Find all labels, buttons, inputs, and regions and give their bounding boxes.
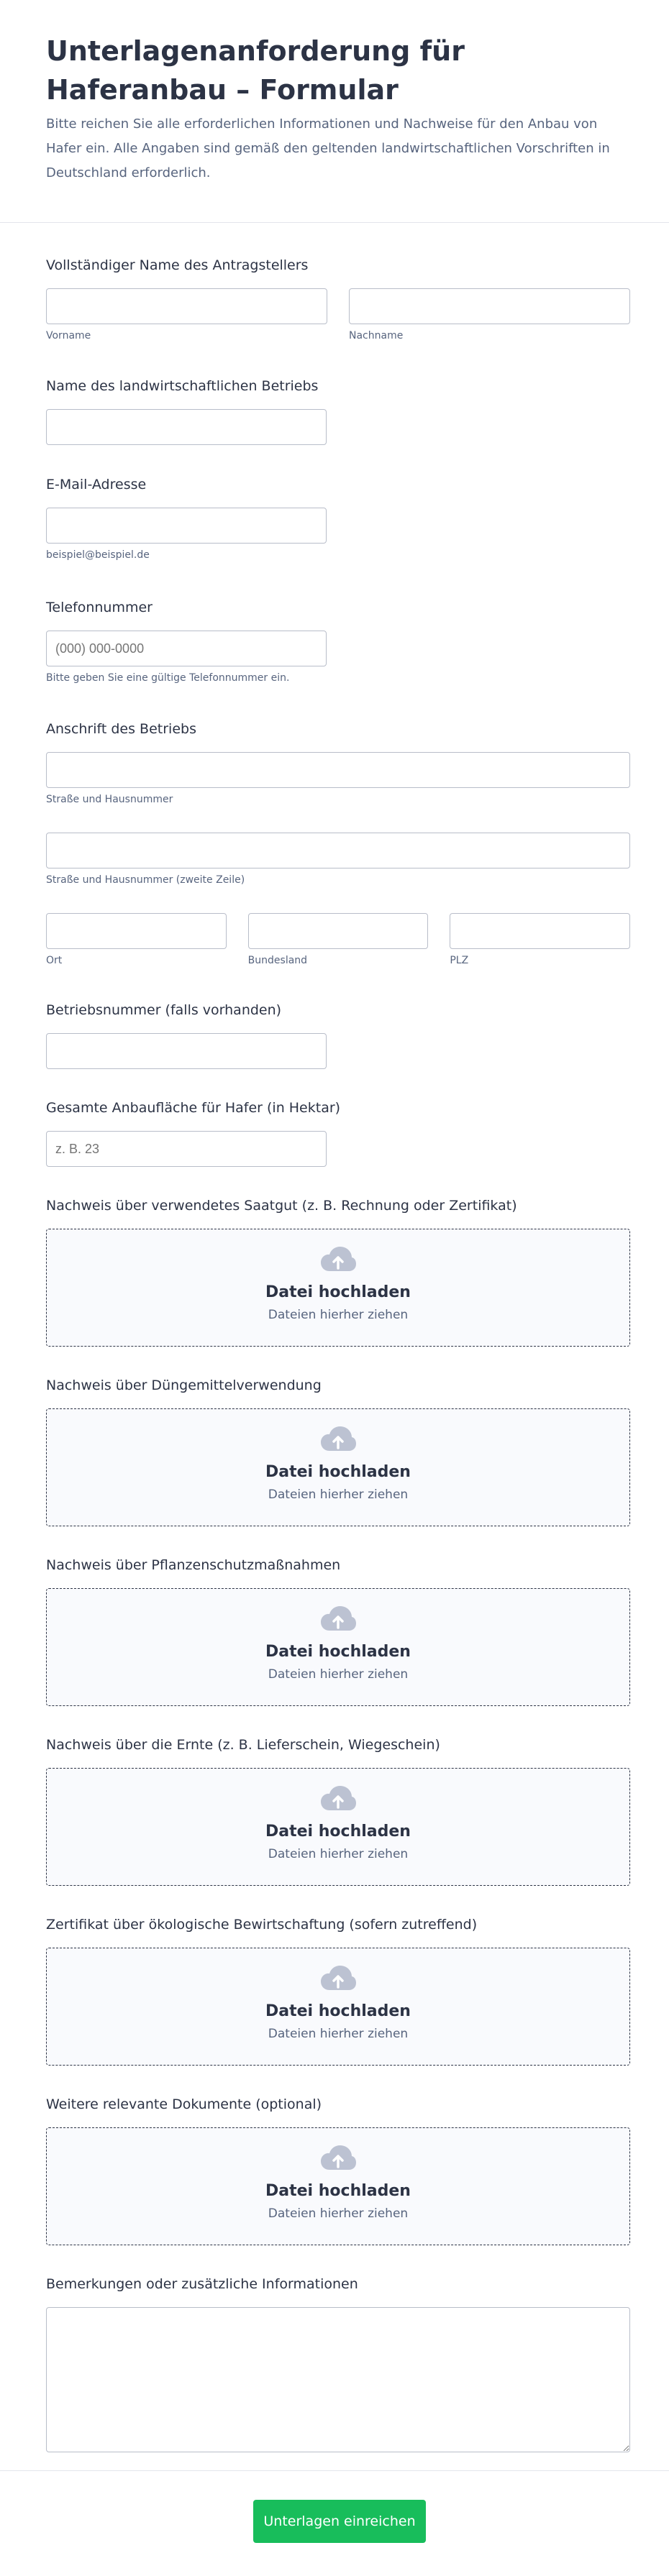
page-description: Bitte reichen Sie alle erforderlichen Informationen und Nachweise für den Anbau von Hafer ein. Alle Angaben sind gemäß den geltenden landwirtschaftlichen Vorschriften in Deutschland erforderlich. xyxy=(46,116,610,180)
upload-field-fertilizer xyxy=(46,1375,630,1526)
state-input[interactable] xyxy=(248,913,429,949)
cloud-upload-icon xyxy=(319,1784,357,1813)
farm-number-label: Betriebsnummer (falls vorhanden) xyxy=(46,1002,282,1018)
cloud-upload-icon xyxy=(319,1964,357,1993)
first-name-input[interactable] xyxy=(46,288,327,324)
area-field xyxy=(46,1098,630,1167)
street-line2-sublabel: Straße und Hausnummer (zweite Zeile) xyxy=(46,874,245,886)
upload-title: Datei hochladen xyxy=(265,2002,411,2020)
upload-field-seed xyxy=(46,1196,630,1347)
last-name-input[interactable] xyxy=(349,288,630,324)
state-sublabel: Bundesland xyxy=(247,955,308,966)
remarks-label: Bemerkungen oder zusätzliche Informationen xyxy=(46,2276,358,2292)
email-field-group xyxy=(46,475,630,562)
upload-title: Datei hochladen xyxy=(265,2182,411,2200)
upload-label: Zertifikat über ökologische Bewirtschaftung (sofern zutreffend) xyxy=(46,1917,478,1933)
file-upload-dropzone[interactable] xyxy=(46,1408,630,1526)
cloud-upload-icon xyxy=(319,1245,357,1274)
file-upload-dropzone[interactable] xyxy=(46,1588,630,1706)
file-upload-dropzone[interactable] xyxy=(46,1229,630,1347)
file-upload-dropzone[interactable] xyxy=(46,2127,630,2245)
upload-title: Datei hochladen xyxy=(265,1283,411,1301)
city-input[interactable] xyxy=(46,913,227,949)
street-line1-input[interactable] xyxy=(46,752,630,788)
file-upload-dropzone[interactable] xyxy=(46,1768,630,1886)
upload-field-harvest xyxy=(46,1735,630,1886)
email-sublabel: beispiel@beispiel.de xyxy=(46,549,150,561)
phone-input[interactable] xyxy=(46,631,327,666)
upload-hint: Dateien hierher ziehen xyxy=(268,1488,409,1502)
cloud-upload-icon xyxy=(319,2144,357,2173)
phone-sublabel: Bitte geben Sie eine gültige Telefonnummer ein. xyxy=(46,672,290,684)
upload-hint: Dateien hierher ziehen xyxy=(268,1667,409,1682)
upload-field-organic-certificate xyxy=(46,1915,630,2066)
farm-name-label: Name des landwirtschaftlichen Betriebs xyxy=(46,378,319,394)
submit-button[interactable]: Unterlagen einreichen xyxy=(253,2500,426,2543)
upload-title: Datei hochladen xyxy=(265,1823,411,1841)
remarks-textarea[interactable] xyxy=(46,2307,630,2452)
last-name-sublabel: Nachname xyxy=(349,330,404,342)
upload-title: Datei hochladen xyxy=(265,1463,411,1481)
first-name-sublabel: Vorname xyxy=(46,330,91,342)
remarks-field xyxy=(46,2274,630,2455)
page-title: Unterlagenanforderung für Haferanbau – Formular xyxy=(46,35,465,106)
upload-title: Datei hochladen xyxy=(265,1643,411,1661)
farm-name-field xyxy=(46,376,630,445)
address-label: Anschrift des Betriebs xyxy=(46,721,196,737)
area-input[interactable] xyxy=(46,1131,327,1167)
zip-input[interactable] xyxy=(450,913,630,949)
upload-hint: Dateien hierher ziehen xyxy=(268,1847,409,1861)
name-field xyxy=(46,255,630,343)
farm-number-input[interactable] xyxy=(46,1033,327,1069)
upload-label: Nachweis über verwendetes Saatgut (z. B. Rechnung oder Zertifikat) xyxy=(46,1198,517,1214)
upload-field-plant-protection xyxy=(46,1555,630,1706)
cloud-upload-icon xyxy=(319,1425,357,1454)
phone-label: Telefonnummer xyxy=(46,600,153,615)
area-label: Gesamte Anbaufläche für Hafer (in Hektar) xyxy=(46,1100,341,1116)
phone-field-group xyxy=(46,597,630,685)
upload-label: Nachweis über Pflanzenschutzmaßnahmen xyxy=(46,1557,341,1573)
upload-hint: Dateien hierher ziehen xyxy=(268,2206,409,2221)
upload-hint: Dateien hierher ziehen xyxy=(268,2027,409,2041)
city-sublabel: Ort xyxy=(46,955,63,966)
upload-field-other-documents xyxy=(46,2094,630,2245)
file-upload-dropzone[interactable] xyxy=(46,1948,630,2066)
email-label: E-Mail-Adresse xyxy=(46,477,147,492)
farm-number-field xyxy=(46,1000,630,1069)
form-header xyxy=(0,0,669,223)
street-line1-sublabel: Straße und Hausnummer xyxy=(46,794,173,805)
upload-hint: Dateien hierher ziehen xyxy=(268,1308,409,1322)
farm-name-input[interactable] xyxy=(46,409,327,445)
zip-sublabel: PLZ xyxy=(450,955,469,966)
name-label: Vollständiger Name des Antragstellers xyxy=(46,257,309,273)
upload-label: Nachweis über die Ernte (z. B. Lieferschein, Wiegeschein) xyxy=(46,1737,440,1753)
upload-label: Nachweis über Düngemittelverwendung xyxy=(46,1378,322,1393)
upload-label: Weitere relevante Dokumente (optional) xyxy=(46,2096,322,2112)
street-line2-input[interactable] xyxy=(46,833,630,868)
cloud-upload-icon xyxy=(319,1605,357,1633)
address-field-group xyxy=(46,719,630,968)
form-footer xyxy=(0,2470,669,2576)
email-input[interactable] xyxy=(46,508,327,544)
